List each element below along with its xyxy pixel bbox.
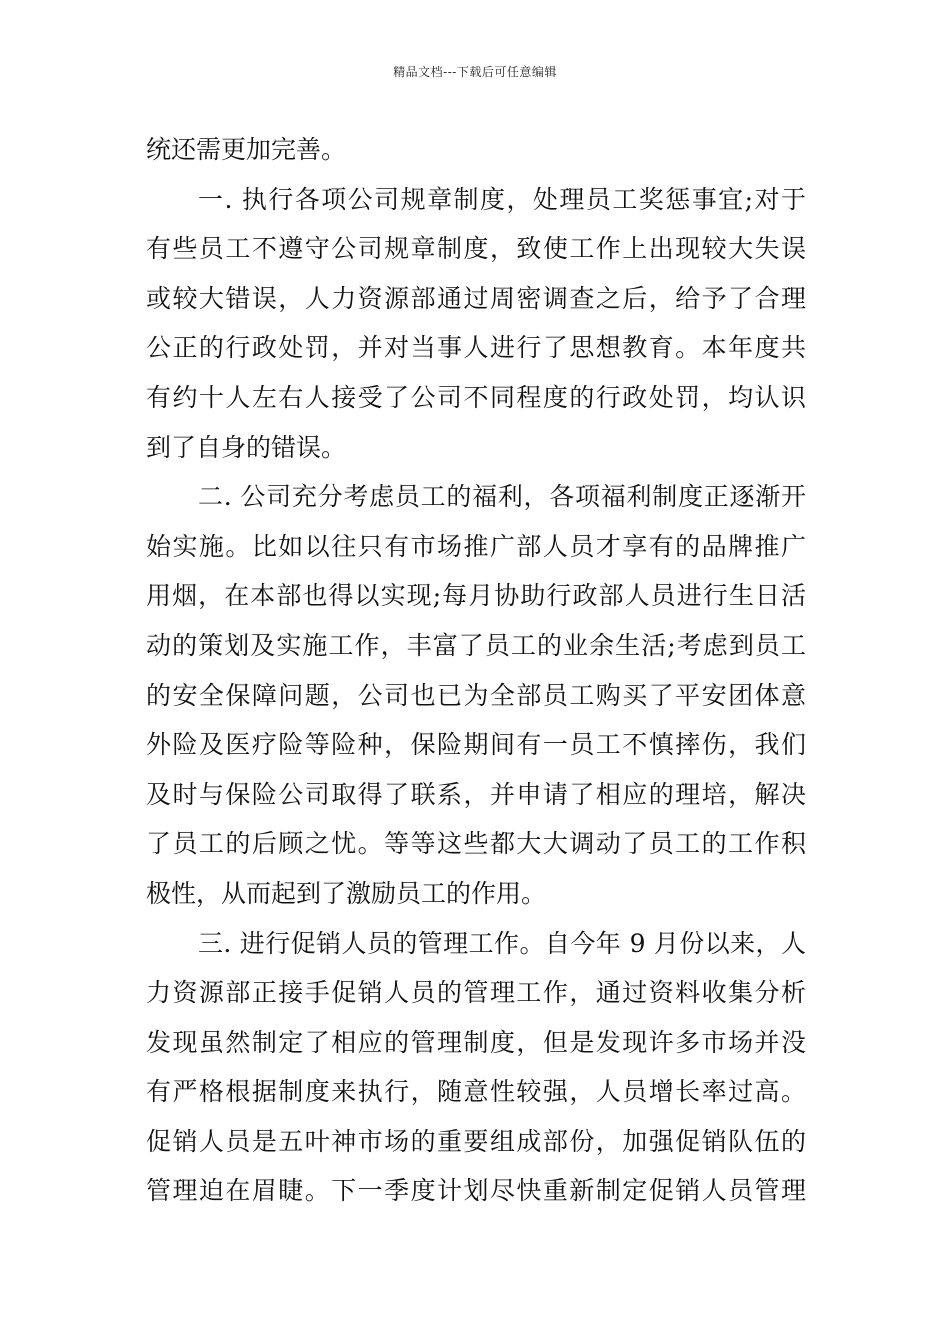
text-line: 始实施。比如以往只有市场推广部人员才享有的品牌推广 xyxy=(146,531,806,561)
text-line: 到了自身的错误。 xyxy=(146,432,347,462)
text-line: 二. 公司充分考虑员工的福利，各项福利制度正逐渐开 xyxy=(198,482,806,512)
document-body xyxy=(146,125,806,1216)
text-line: 动的策划及实施工作，丰富了员工的业余生活;考虑到员工 xyxy=(146,630,806,660)
text-line: 有些员工不遵守公司规章制度，致使工作上出现较大失误 xyxy=(146,234,806,264)
text-line: 三. 进行促销人员的管理工作。自今年 9 月份以来，人 xyxy=(198,928,806,958)
text-line: 管理迫在眉睫。下一季度计划尽快重新制定促销人员管理 xyxy=(146,1176,806,1206)
text-line: 力资源部正接手促销人员的管理工作，通过资料收集分析 xyxy=(146,978,806,1008)
page-header: 精品文档---下载后可任意编辑 xyxy=(393,65,557,79)
text-line: 发现虽然制定了相应的管理制度，但是发现许多市场并没 xyxy=(146,1027,806,1057)
text-line: 公正的行政处罚，并对当事人进行了思想教育。本年度共 xyxy=(146,333,806,363)
text-line: 了员工的后顾之忧。等等这些都大大调动了员工的工作积 xyxy=(146,829,806,859)
text-line: 有约十人左右人接受了公司不同程度的行政处罚，均认识 xyxy=(146,382,806,412)
text-line: 有严格根据制度来执行，随意性较强，人员增长率过高。 xyxy=(146,1077,806,1107)
text-line: 促销人员是五叶神市场的重要组成部份，加强促销队伍的 xyxy=(146,1126,806,1156)
text-line: 的安全保障问题，公司也已为全部员工购买了平安团体意 xyxy=(146,680,806,710)
text-line: 一. 执行各项公司规章制度，处理员工奖惩事宜;对于 xyxy=(198,184,806,214)
text-line: 统还需更加完善。 xyxy=(146,135,347,164)
text-line: 及时与保险公司取得了联系，并申请了相应的理培，解决 xyxy=(146,779,806,809)
text-line: 外险及医疗险等险种，保险期间有一员工不慎摔伤，我们 xyxy=(146,730,806,760)
text-line: 极性，从而起到了激励员工的作用。 xyxy=(146,878,547,908)
text-line: 或较大错误，人力资源部通过周密调查之后，给予了合理 xyxy=(146,283,806,313)
text-line: 用烟，在本部也得以实现;每月协助行政部人员进行生日活 xyxy=(146,581,806,611)
